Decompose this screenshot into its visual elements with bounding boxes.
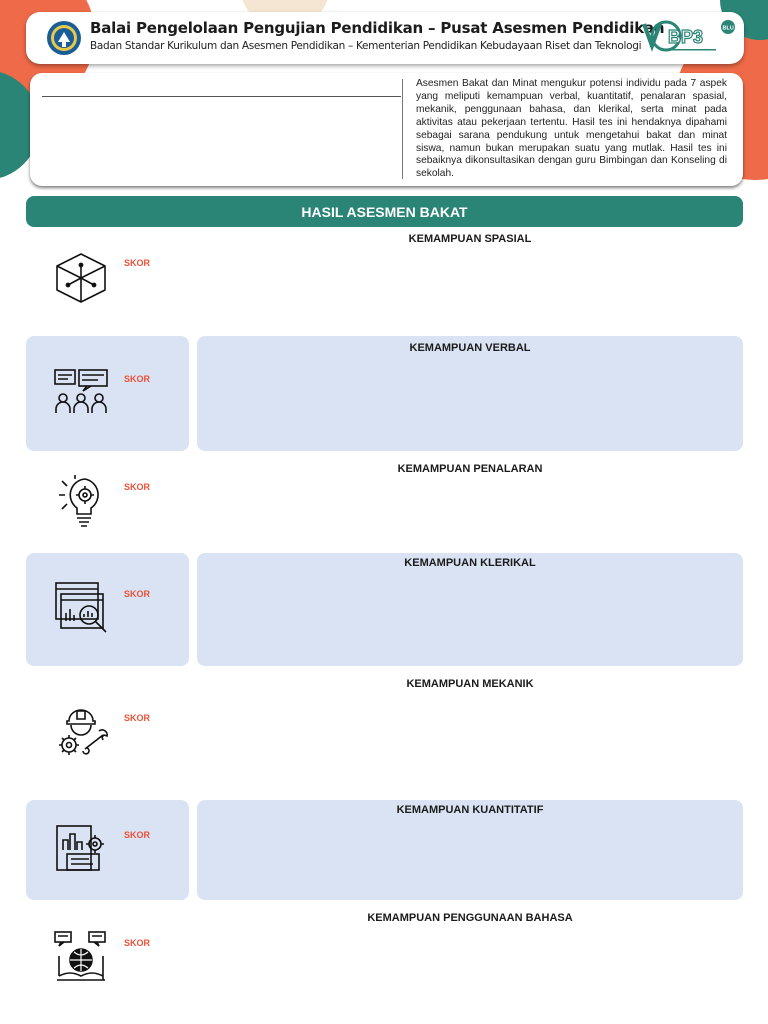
skor-label: SKOR — [124, 938, 151, 948]
section-title: KEMAMPUAN PENGGUNAAN BAHASA — [367, 912, 573, 924]
skor-label: SKOR — [124, 258, 151, 268]
page-header — [26, 12, 744, 64]
bp3-blu-logo — [638, 18, 738, 58]
skor-label: SKOR — [124, 830, 151, 840]
section-title: KEMAMPUAN PENALARAN — [397, 463, 543, 475]
svg-text:BP3: BP3 — [668, 27, 704, 47]
section-title: KEMAMPUAN KLERIKAL — [404, 557, 536, 569]
presentation-audience-icon — [53, 367, 109, 417]
lightbulb-gear-icon — [55, 473, 109, 529]
intro-card — [30, 73, 743, 186]
icon-panel — [26, 800, 189, 900]
skor-label: SKOR — [124, 713, 151, 723]
intro-text: Asesmen Bakat dan Minat mengukur potensi individu pada 7 aspek yang meliputi kemampuan verbal, kuantitatif, penalaran spasial, mekanik, penggunaan bahasa, dan klerikal, serta minat pada aktivitas atau pekerjaan tertentu. Hasil tes ini hendaknya dipahami sebagai sarana pendukung untuk mengetahui bakat dan minat siswa, namun bukan merupakan suatu yang mutlak. Hasil tes ini sebaiknya dikonsultasikan dengan guru Bimbingan dan Konseling di sekolah. — [416, 78, 727, 180]
divider — [402, 79, 403, 179]
header-subtitle: Badan Standar Kurikulum dan Asesmen Pendidikan – Kementerian Pendidikan Kebudayaan Riset dan Teknologi — [90, 40, 642, 52]
cube-icon — [54, 251, 108, 305]
section-banner — [26, 196, 743, 227]
section-title: KEMAMPUAN KUANTITATIF — [396, 804, 544, 816]
description-panel — [197, 553, 743, 666]
banner-label: HASIL ASESMEN BAKAT — [301, 203, 468, 220]
document-analysis-icon — [54, 581, 110, 635]
skor-label: SKOR — [124, 482, 151, 492]
skor-label: SKOR — [124, 589, 151, 599]
name-field-line — [42, 96, 401, 97]
engineer-gear-icon — [55, 707, 109, 759]
section-title: KEMAMPUAN SPASIAL — [408, 233, 532, 245]
section-title: KEMAMPUAN MEKANIK — [406, 678, 534, 690]
chart-report-icon — [55, 824, 107, 874]
section-title: KEMAMPUAN VERBAL — [409, 342, 531, 354]
skor-label: SKOR — [124, 374, 151, 384]
book-globe-icon — [53, 930, 109, 984]
tut-wuri-handayani-logo — [46, 20, 82, 56]
header-title: Balai Pengelolaan Pengujian Pendidikan – Pusat Asesmen Pendidikan — [90, 19, 665, 37]
svg-text:BLU: BLU — [722, 25, 734, 32]
